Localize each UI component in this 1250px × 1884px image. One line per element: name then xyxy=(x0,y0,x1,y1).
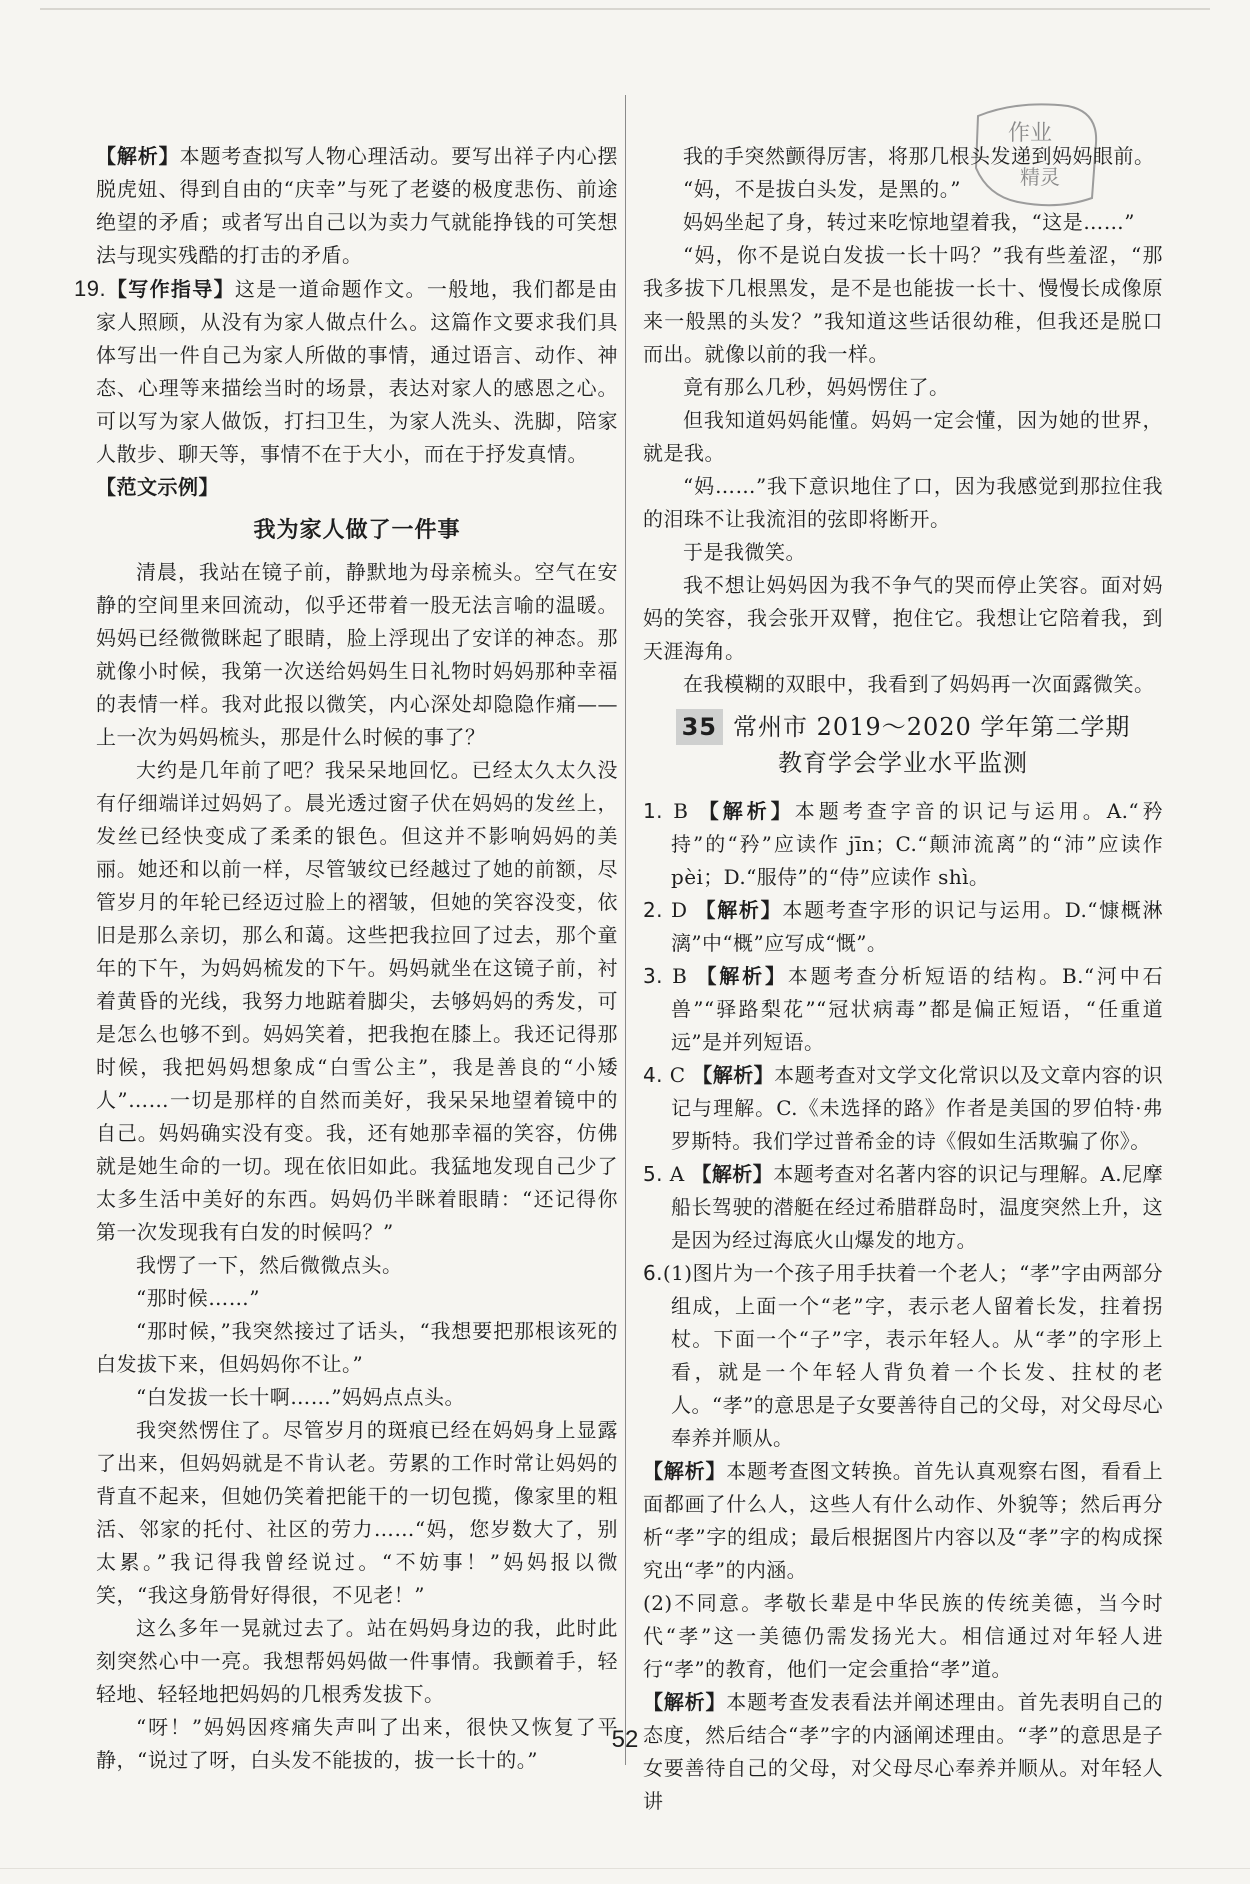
answer-item xyxy=(643,795,1163,894)
answer-number: 4. xyxy=(643,1063,663,1087)
essay-paragraph: “那时候……” xyxy=(136,1286,260,1310)
right-column xyxy=(643,140,1163,1818)
essay-paragraph: “呀！”妈妈因疼痛失声叫了出来，很快又恢复了平静，“说过了呀，白头发不能拔的，拔一长十的。” xyxy=(96,1715,618,1772)
answer-number: 5. xyxy=(643,1162,663,1186)
answer-number: 1. xyxy=(643,799,663,823)
question-19 xyxy=(74,272,618,471)
answer-option: A xyxy=(669,1162,685,1186)
section-title-line1: 常州市 2019～2020 学年第二学期 xyxy=(732,713,1131,741)
essay-paragraph: “妈，不是拔白头发，是黑的。” xyxy=(683,177,961,201)
section-number: 35 xyxy=(676,709,723,745)
answer-number: 6. xyxy=(643,1261,663,1285)
essay-paragraph: 这么多年一晃就过去了。站在妈妈身边的我，此时此刻突然心中一亮。我想帮妈妈做一件事情。我颤着手，轻轻地、轻轻地把妈妈的几根秀发拔下。 xyxy=(96,1616,618,1706)
top-rule xyxy=(40,8,1210,10)
essay-paragraph: 大约是几年前了吧？我呆呆地回忆。已经太久太久没有仔细端详过妈妈了。晨光透过窗子伏在妈妈的发丝上，发丝已经快变成了柔柔的银色。但这并不影响妈妈的美丽。她还和以前一样，尽管皱纹已经越过了她的前额，尽管岁月的年轮已经迈过脸上的褶皱，但她的笑容没变，依旧是那么亲切，那么和蔼。这些把我拉回了过去，那个童年的下午，为妈妈梳发的下午。妈妈就坐在这镜子前，衬着黄昏的光线，我努力地踮着脚尖，去够妈妈的秀发，可是怎么也够不到。妈妈笑着，把我抱在膝上。我还记得那时候，我把妈妈想象成“白雪公主”，我是善良的“小矮人”……一切是那样的自然而美好，我呆呆地望着镜中的自己。妈妈确实没有变。我，还有她那幸福的笑容，仿佛就是她生命的一切。现在依旧如此。我猛地发现自己少了太多生活中美好的东西。妈妈仍半眯着眼睛：“还记得你第一次发现我有白发的时候吗？” xyxy=(96,758,618,1244)
answer-text: 本题考查分析短语的结构。B.“河中石兽”“驿路梨花”“冠状病毒”都是偏正短语，“任重道远”是并列短语。 xyxy=(671,964,1164,1054)
essay-paragraph: 清晨，我站在镜子前，静默地为母亲梳头。空气在安静的空间里来回流动，似乎还带着一股无法言喻的温暖。妈妈已经微微眯起了眼睛，脸上浮现出了安详的神态。那就像小时候，我第一次送给妈妈生日礼物时妈妈那种幸福的表情一样。我对此报以微笑，内心深处却隐隐作痛——上一次为妈妈梳头，那是什么时候的事了？ xyxy=(96,560,618,749)
answer-option: D xyxy=(670,898,688,922)
essay-paragraph: 但我知道妈妈能懂。妈妈一定会懂，因为她的世界，就是我。 xyxy=(643,408,1163,465)
analysis-18 xyxy=(96,140,618,272)
analysis-tag: 【解析】 xyxy=(643,1459,727,1483)
q6-analysis1-text: 本题考查图文转换。首先认真观察右图，看看上面都画了什么人，这些人有什么动作、外貌等；然后再分析“孝”字的组成；最后根据图片内容以及“孝”字的构成探究出“孝”的内涵。 xyxy=(643,1459,1163,1582)
answer-item xyxy=(643,1059,1163,1158)
essay-paragraph: “那时候，”我突然接过了话头，“我想要把那根该死的白发拔下来，但妈妈你不让。” xyxy=(96,1319,618,1376)
stamp-top-text: 作业 xyxy=(1008,121,1053,146)
q6-analysis1 xyxy=(643,1455,1163,1587)
essay-title: 我为家人做了一件事 xyxy=(253,517,461,543)
essay-paragraph: 于是我微笑。 xyxy=(683,540,806,564)
answer-text: 本题考查对文学文化常识以及文章内容的识记与理解。C.《未选择的路》作者是美国的罗伯特·弗罗斯特。我们学过普希金的诗《假如生活欺骗了你》。 xyxy=(671,1063,1163,1153)
analysis-tag: 【解析】 xyxy=(695,898,783,922)
answer-text: 本题考查字音的识记与运用。A.“矜持”的“矜”应读作 jīn；C.“颠沛流离”的“沛”应读作 pèi；D.“服侍”的“侍”应读作 shì。 xyxy=(671,799,1163,889)
sample-tag: 【范文示例】 xyxy=(96,475,219,499)
answer-number: 2. xyxy=(643,898,663,922)
essay-paragraph: 我愣了一下，然后微微点头。 xyxy=(136,1253,403,1277)
bottom-rule xyxy=(0,1868,1250,1869)
analysis-tag: 【解析】 xyxy=(698,799,795,823)
answer-item xyxy=(643,894,1163,960)
page-number: 52 xyxy=(611,1726,639,1753)
stamp-bottom-text: 精灵 xyxy=(1020,165,1060,189)
essay-paragraph: 妈妈坐起了身，转过来吃惊地望着我，“这是……” xyxy=(683,210,1135,234)
answer-option: B xyxy=(672,964,688,988)
essay-paragraph: “妈……”我下意识地住了口，因为我感觉到那拉住我的泪珠不让我流泪的弦即将断开。 xyxy=(643,474,1163,531)
essay-paragraph: 我突然愣住了。尽管岁月的斑痕已经在妈妈身上显露了出来，但妈妈就是不肯认老。劳累的工作时常让妈妈的背直不起来，但她仍笑着把能干的一切包揽，像家里的粗活、邻家的托付、社区的劳力……“妈，您岁数大了，别太累。”我记得我曾经说过。“不妨事！”妈妈报以微笑，“我这身筋骨好得很，不见老！” xyxy=(96,1418,618,1607)
analysis-tag: 【解析】 xyxy=(696,964,788,988)
answer-option: C xyxy=(669,1063,686,1087)
essay-paragraph: “白发拔一长十啊……”妈妈点点头。 xyxy=(136,1385,465,1409)
answer-text: 本题考查字形的识记与运用。D.“慷概淋漓”中“概”应写成“慨”。 xyxy=(671,898,1163,955)
answer-text: 本题考查对名著内容的识记与理解。A.尼摩船长驾驶的潜艇在经过希腊群岛时，温度突然上升，这是因为经过海底火山爆发的地方。 xyxy=(671,1162,1163,1252)
q6-part1-text: (1)图片为一个孩子用手扶着一个老人；“孝”字由两部分组成，上面一个“老”字，表示老人留着长发，拄着拐杖。下面一个“子”字，表示年轻人。从“孝”的字形上看，就是一个年轻人背负着一个长发、拄杖的老人。“孝”的意思是子女要善待自己的父母，对父母尽心奉养并顺从。 xyxy=(662,1261,1163,1450)
essay-paragraph: 我的手突然颤得厉害，将那几根头发递到妈妈眼前。 xyxy=(683,144,1155,168)
essay-paragraph: 竟有那么几秒，妈妈愣住了。 xyxy=(683,375,950,399)
analysis-tag: 【解析】 xyxy=(96,144,180,168)
answer-option: B xyxy=(673,799,689,823)
q6-part1 xyxy=(643,1257,1163,1455)
answer-item xyxy=(643,1158,1163,1257)
essay-paragraph: 我不想让妈妈因为我不争气的哭而停止笑容。面对妈妈的笑容，我会张开双臂，抱住它。我想让它陪着我，到天涯海角。 xyxy=(643,573,1163,663)
essay-paragraph: “妈，你不是说白发拔一长十吗？”我有些羞涩，“那我多拔下几根黑发，是不是也能拔一长十、慢慢长成像原来一般黑的头发？”我知道这些话很幼稚，但我还是脱口而出。就像以前的我一样。 xyxy=(643,243,1163,366)
essay-paragraph: 在我模糊的双眼中，我看到了妈妈再一次面露微笑。 xyxy=(683,672,1155,696)
analysis-18-text: 本题考查拟写人物心理活动。要写出祥子内心摆脱虎妞、得到自由的“庆幸”与死了老婆的极度悲伤、前途绝望的矛盾；或者写出自己以为卖力气就能挣钱的可笑想法与现实残酷的打击的矛盾。 xyxy=(96,144,619,267)
section-title-line2: 教育学会学业水平监测 xyxy=(778,749,1028,777)
q19-tag: 【写作指导】 xyxy=(106,277,235,301)
q6-analysis2-text: 本题考查发表看法并阐述理由。首先表明自己的态度，然后结合“孝”字的内涵阐述理由。“孝”的意思是子女要善待自己的父母，对父母尽心奉养并顺从。对年轻人讲 xyxy=(643,1690,1163,1813)
answer-number: 3. xyxy=(643,964,663,988)
analysis-tag: 【解析】 xyxy=(643,1690,727,1714)
analysis-tag: 【解析】 xyxy=(692,1063,775,1087)
analysis-tag: 【解析】 xyxy=(691,1162,774,1186)
answer-item xyxy=(643,960,1163,1059)
q19-number: 19. xyxy=(74,276,107,301)
column-divider xyxy=(625,95,626,1765)
left-column xyxy=(74,140,619,1777)
q6-part2: (2)不同意。孝敬长辈是中华民族的传统美德，当今时代“孝”这一美德仍需发扬光大。相信通过对年轻人进行“孝”的教育，他们一定会重拾“孝”道。 xyxy=(643,1591,1163,1681)
section-heading xyxy=(643,709,1163,781)
q19-text: 这是一道命题作文。一般地，我们都是由家人照顾，从没有为家人做点什么。这篇作文要求我们具体写出一件自己为家人所做的事情，通过语言、动作、神态、心理等来描绘当时的场景，表达对家人的感恩之心。可以写为家人做饭，打扫卫生，为家人洗头、洗脚，陪家人散步、聊天等，事情不在于大小，而在于抒发真情。 xyxy=(96,277,619,466)
